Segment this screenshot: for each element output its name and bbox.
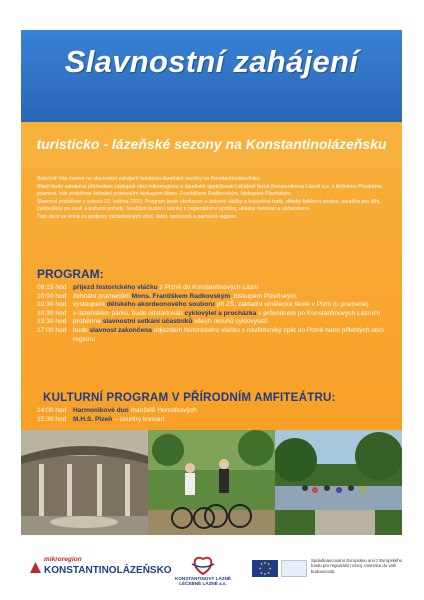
- eu-fund-icon: [281, 560, 307, 577]
- mikroregion-label: mikroregion: [44, 556, 82, 563]
- culture-description: [73, 416, 389, 425]
- program-text: při ZŠ, základní umělecké škole v Plzni (u pramene): [214, 301, 369, 309]
- culture-heading: KULTURNÍ PROGRAM V PŘÍRODNÍM AMFITEÁTRU:: [43, 391, 336, 404]
- colonnade-photo: [21, 430, 148, 535]
- program-item: [37, 327, 389, 344]
- program-list: [37, 284, 389, 344]
- program-description: [73, 293, 389, 302]
- mikroregion-mark-icon: [30, 562, 41, 573]
- program-text: žehnání pramenům: [73, 292, 132, 300]
- culture-item: [37, 407, 389, 416]
- culture-time: 15:30 hod: [37, 415, 67, 423]
- konstantinovy-lazne-logo: [170, 550, 236, 590]
- title-band: [21, 30, 402, 122]
- program-time: 10:30 hod: [37, 301, 67, 309]
- program-text: vystoupení: [73, 301, 107, 309]
- konstantinovy-lazne-text: [170, 576, 236, 586]
- culture-description: [73, 407, 389, 416]
- program-description: [73, 301, 389, 310]
- program-item: [37, 318, 389, 327]
- eu-flag-icon: [252, 560, 278, 577]
- program-text: z Plzně do Konstantinových Lázní: [157, 284, 259, 291]
- mikroregion-name: KONSTANTINOLÁZEŇSKO: [44, 565, 172, 576]
- culture-text: manželů Homolkových: [128, 407, 197, 414]
- culture-item: [37, 416, 389, 425]
- program-text: bude: [73, 326, 90, 334]
- kl-line: LÉČEBNÉ LÁZNĚ a.s.: [179, 581, 227, 586]
- program-highlight: slavnostní setkání účastníků: [102, 318, 193, 326]
- program-highlight: dětského akordeonového souboru: [106, 301, 215, 309]
- footer-logos: [0, 548, 424, 592]
- program-time: 10:00 hod: [37, 292, 67, 300]
- cyclists-photo: [148, 430, 275, 535]
- program-description: [73, 327, 389, 344]
- poster: [21, 30, 402, 535]
- program-highlight: slavnost zakončena: [89, 326, 152, 334]
- culture-text: – country koncert: [112, 415, 165, 423]
- program-description: [73, 318, 389, 327]
- program-time: 09:15 hod: [37, 284, 67, 291]
- intro-paragraph: Srdečně Vás zveme na slavnostní zahájení turisticko-lázeňské sezóny na Konstantinolázeňsku.: [37, 176, 262, 182]
- program-panel: [21, 168, 402, 430]
- program-text: , biskupem Plzeňským.: [230, 292, 298, 300]
- program-highlight: cyklovýlet a procházka: [184, 309, 257, 317]
- culture-list: [37, 407, 389, 424]
- program-text: odjezdem historického vláčku s návštěvníky zpět do Plzně nebo přilehlých obcí regionu: [73, 326, 384, 343]
- program-time: 13:30 hod: [37, 318, 67, 326]
- culture-highlight: M.H.S. Plzeň: [73, 415, 113, 423]
- eu-cofinancing-text: Spolufinancováno Evropskou unií z Evropského fondu pro regionální rozvoj. Investice do vaší budoucnosti.: [311, 558, 403, 574]
- intro-paragraph: Tato akce se koná za podpory zúčastněných obcí, lázní, sponzorů a partnerů regionu.: [37, 213, 238, 220]
- program-item: [37, 293, 389, 302]
- intro-paragraph: Slavit bude zahájena příchodem zástupců obcí mikroregionu a lázeňské společnosti Léčebné lázně Konstantinovy Lázně a.s. k léčivému Pruskému prameni, kde proběhne žehnání pramenům biskupem Mons. Františkem Radkovským, biskupem Plzeňským.: [37, 183, 383, 198]
- program-time: 17:00 hod: [37, 326, 67, 334]
- program-description: [73, 284, 389, 293]
- program-text: všech okruhů cyklovýletů: [192, 318, 268, 326]
- heart-icon: [170, 550, 236, 576]
- program-text: proběhne: [73, 318, 103, 326]
- culture-time: 14:00 hod: [37, 407, 67, 414]
- intro-text: [37, 176, 389, 222]
- culture-highlight: Harmonikové duo: [73, 407, 129, 414]
- poster-title: Slavnostní zahájení: [64, 44, 359, 79]
- photo-strip: [21, 430, 402, 535]
- program-highlight: Mons. Františkem Radkovským: [131, 292, 231, 300]
- program-time: 10:30 hod: [37, 309, 67, 317]
- program-item: [37, 284, 389, 293]
- crowd-park-photo: [275, 430, 402, 535]
- program-text: v lázeňském parku, bude odstartován: [73, 309, 185, 317]
- program-item: [37, 301, 389, 310]
- program-text: s průvodcem po Konstantinových Lázních: [256, 309, 381, 317]
- mikroregion-logo: [28, 556, 172, 586]
- program-highlight: příjezd historického vláčku: [73, 284, 158, 291]
- intro-paragraph: Slavnost proběhne v sobotu 22. května 2010. Program bude obohacen o dobové vláčky a historické tratě, dětský folklorní soubor, soutěže pro děti, cyklovýlety po okolí a kulturní pořady. Součástí budou i stánky s regionálními výrobky, ukázky řemesel a občerstvení.: [37, 198, 381, 213]
- program-heading: PROGRAM:: [37, 267, 104, 281]
- subtitle-band: [21, 122, 402, 168]
- kl-line: KONSTANTINOVY LÁZNĚ: [175, 576, 231, 581]
- poster-subtitle: turisticko - lázeňské sezony na Konstantinolázeňsku: [36, 136, 387, 152]
